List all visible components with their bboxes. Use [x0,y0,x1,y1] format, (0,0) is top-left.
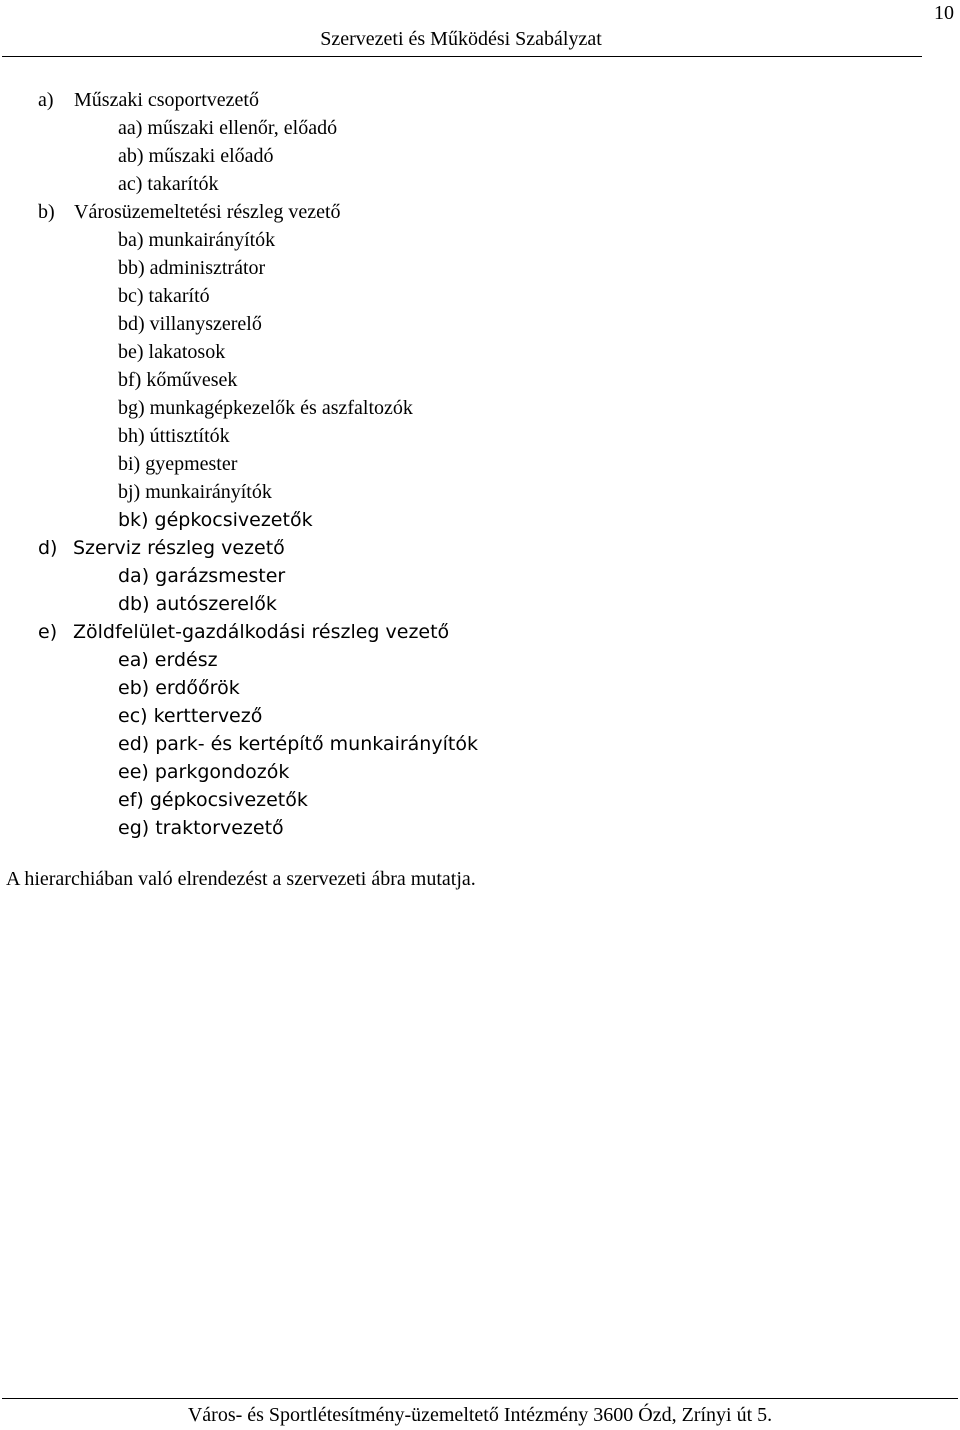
footer-text: Város- és Sportlétesítmény-üzemeltető Intézmény 3600 Ózd, Zrínyi út 5. [187,1404,773,1426]
list-marker: a) [38,89,54,111]
list-item-text: Városüzemeltetési részleg vezető [74,201,341,223]
list-item-e [0,618,478,646]
list-item-ba: ba) munkairányítók [118,229,276,251]
list-item-ec: ec) kerttervező [118,705,263,727]
list-item-ef: ef) gépkocsivezetők [118,789,308,811]
list-item-a [0,86,478,114]
list-item-bb: bb) adminisztrátor [118,257,266,279]
list-item-bc: bc) takarító [118,285,210,307]
list-item-ee: ee) parkgondozók [118,761,290,783]
list-item-text: Zöldfelület-gazdálkodási részleg vezető [73,621,450,643]
list-item-d [0,534,478,562]
page-number: 10 [934,2,954,24]
list-item-ab: ab) műszaki előadó [118,145,274,167]
list-item-eb: eb) erdőőrök [118,677,240,699]
list-item-be: be) lakatosok [118,341,226,363]
list-item-db: db) autószerelők [118,593,277,615]
header-divider [2,56,922,57]
list-item-da: da) garázsmester [118,565,286,587]
list-item-aa: aa) műszaki ellenőr, előadó [118,117,338,139]
list-item-bg: bg) munkagépkezelők és aszfaltozók [118,397,413,419]
list-marker: d) [38,537,58,559]
list-item-bi: bi) gyepmester [118,453,238,475]
list-item-eg: eg) traktorvezető [118,817,284,839]
list-item-bk: bk) gépkocsivezetők [118,509,313,531]
list-item-ac: ac) takarítók [118,173,219,195]
header-title: Szervezeti és Működési Szabályzat [320,28,602,50]
list-marker: b) [38,201,55,223]
list-marker: e) [38,621,58,643]
list-item-ea: ea) erdész [118,649,218,671]
list-item-bd: bd) villanyszerelő [118,313,262,335]
list-item-text: Szerviz részleg vezető [73,537,285,559]
list-item-bf: bf) kőművesek [118,369,238,391]
closing-paragraph: A hierarchiában való elrendezést a szervezeti ábra mutatja. [6,868,476,890]
list-item-b [0,198,478,226]
list-item-ed: ed) park- és kertépítő munkairányítók [118,733,478,755]
list-item-bj: bj) munkairányítók [118,481,272,503]
organization-list [0,86,478,842]
footer-divider [2,1398,958,1399]
list-item-text: Műszaki csoportvezető [74,89,259,111]
list-item-bh: bh) úttisztítók [118,425,230,447]
